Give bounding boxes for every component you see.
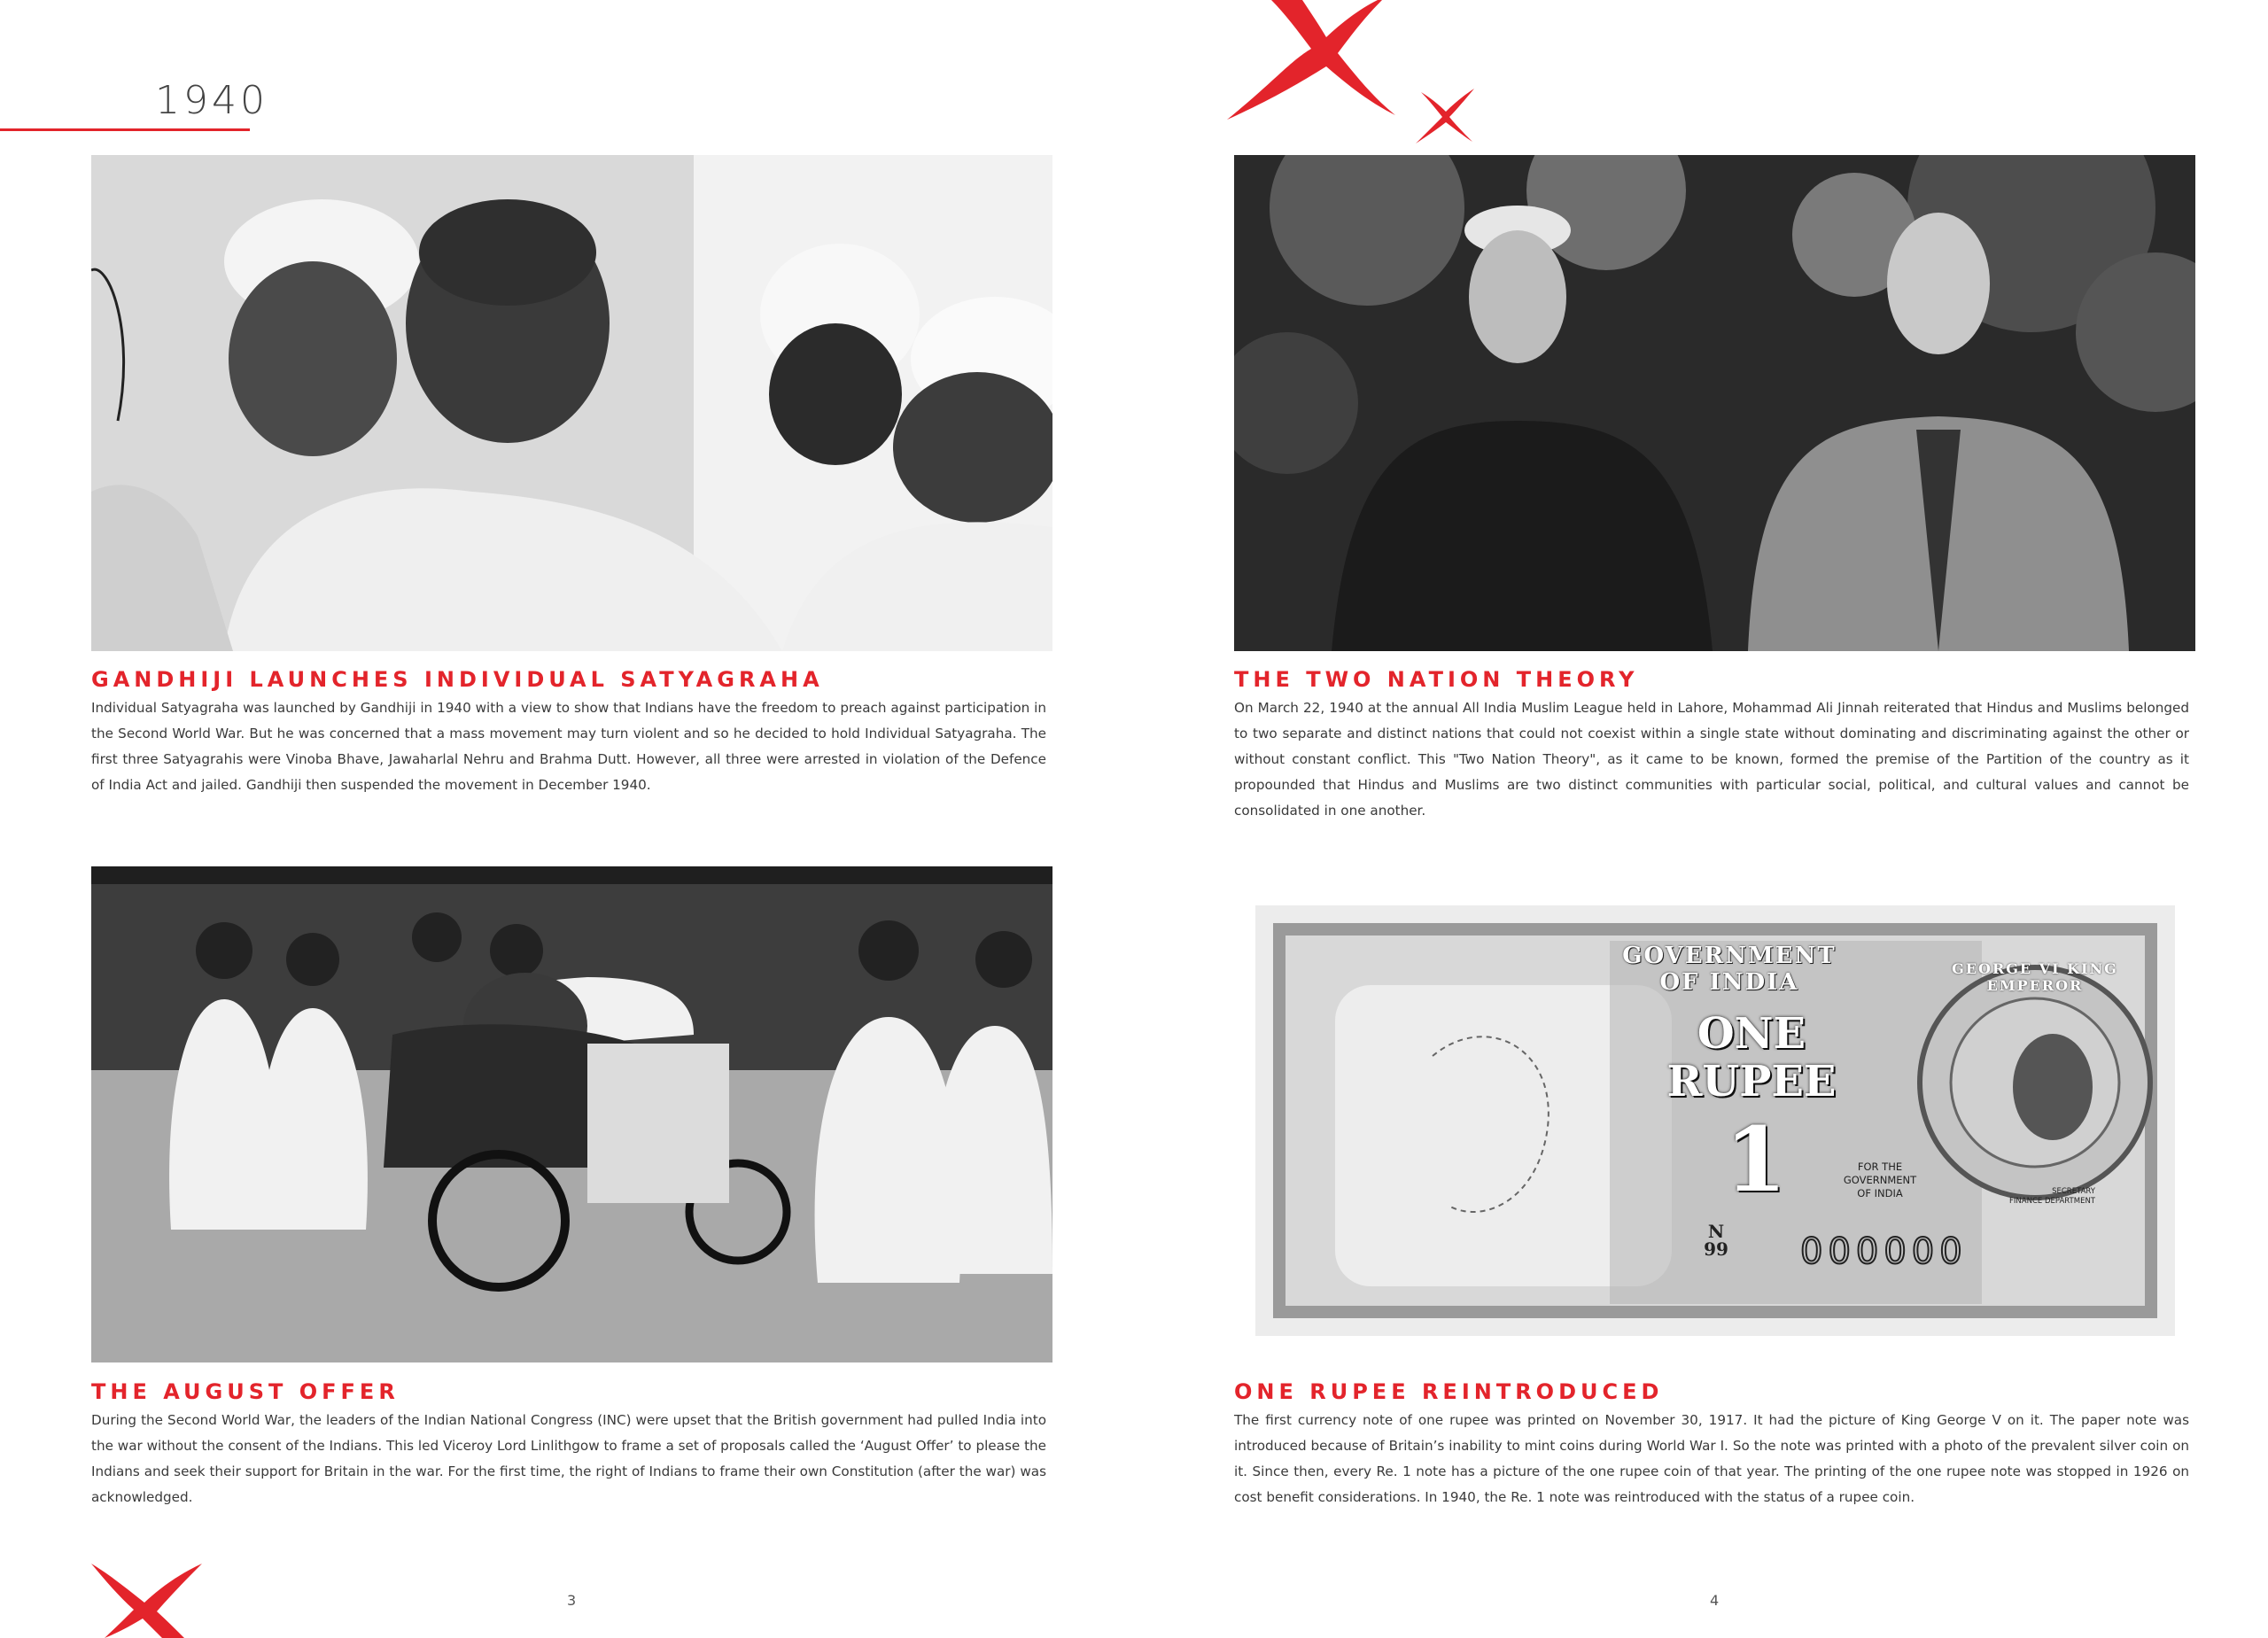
note-finance-department: FINANCE DEPARTMENT: [2009, 1197, 2095, 1206]
section-title-two-nation: THE TWO NATION THEORY: [1234, 667, 1639, 692]
note-issuer-line2: OF INDIA: [1659, 969, 1799, 996]
page-number-right: 4: [1710, 1592, 1720, 1609]
note-issuer: [1588, 943, 1871, 996]
note-issuer-line1: GOVERNMENT: [1622, 943, 1837, 969]
note-signatory-block: [1831, 1161, 1929, 1200]
section-title-august-offer: THE AUGUST OFFER: [91, 1379, 400, 1404]
one-rupee-note-image: [1255, 905, 2175, 1336]
year-heading: 1940: [155, 78, 268, 123]
section-title-one-rupee: ONE RUPEE REINTRODUCED: [1234, 1379, 1664, 1404]
august-offer-photo: [91, 866, 1052, 1362]
note-value: [1645, 1010, 1858, 1106]
section-body-august-offer: During the Second World War, the leaders of the Indian National Congress (INC) were upset that the British government had pulled India into the war without the consent of the Indians. This led Viceroy Lord Linlithgow to frame a set of proposals called the ‘August Offer’ to please the Indians and seek their support for Britain in the war. For the first time, the right of Indians to frame their own Constitution (after the war) was acknowledged.: [91, 1412, 1046, 1505]
note-value-line1: ONE: [1697, 1009, 1806, 1059]
note-of-india: OF INDIA: [1857, 1187, 1903, 1199]
note-value-line2: RUPEE: [1666, 1057, 1837, 1106]
section-title-satyagraha: GANDHIJI LAUNCHES INDIVIDUAL SATYAGRAHA: [91, 667, 824, 692]
star-logo-icon: [1416, 89, 1474, 144]
star-logo-icon: [1227, 0, 1395, 120]
note-prefix-letter: N: [1707, 1221, 1725, 1242]
note-serial: 000000: [1800, 1231, 1968, 1272]
section-body-satyagraha: Individual Satyagraha was launched by Gandhiji in 1940 with a view to show that Indians have the freedom to preach against participation in the Second World War. But he was concerned that a mass movement may turn violent and so he decided to hold Individual Satyagraha. The first three Satyagrahis were Vinoba Bhave, Jawaharlal Nehru and Brahma Dutt. However, all three were arrested in violation of the Defence of India Act and jailed. Gandhiji then suspended the movement in December 1940.: [91, 700, 1046, 793]
section-body-two-nation: On March 22, 1940 at the annual All India Muslim League held in Lahore, Mohammad Ali Jinnah reiterated that Hindus and Muslims belonged to two separate and distinct nations that could not coexist within a single state without dominating and discriminating against the other or without constant conflict. This "Two Nation Theory", as it came to be known, formed the premise of the Partition of the country as it propounded that Hindus and Muslims are two distinct communities with particular social, political, and cultural values and cannot be consolidated in one another.: [1234, 700, 2189, 819]
nehru-jinnah-photo: [1234, 155, 2195, 651]
year-rule: [0, 128, 250, 131]
note-prefix-number: 99: [1704, 1238, 1728, 1260]
note-secretary-block: [1962, 1187, 2095, 1207]
note-for-the: FOR THE: [1857, 1161, 1903, 1173]
page-number-left: 3: [567, 1592, 577, 1609]
section-body-one-rupee: The first currency note of one rupee was printed on November 30, 1917. It had the picture of King George V on it. The paper note was introduced because of Britain’s inability to mint coins during World War I. So the note was printed with a photo of the prevalent silver coin on it. Since then, every Re. 1 note has a picture of the one rupee coin of that year. The printing of the one rupee note was stopped in 1926 on cost benefit considerations. In 1940, the Re. 1 note was reintroduced with the status of a rupee coin.: [1234, 1412, 2189, 1505]
note-government: GOVERNMENT: [1843, 1174, 1917, 1186]
note-prefix: [1698, 1223, 1734, 1258]
note-numeral: 1: [1725, 1107, 1787, 1212]
note-secretary: SECRETARY: [2052, 1187, 2095, 1196]
gandhi-photo: [91, 155, 1052, 651]
note-coin-legend: GEORGE VI KING EMPEROR: [1952, 960, 2118, 994]
star-logo-icon: [91, 1564, 202, 1638]
